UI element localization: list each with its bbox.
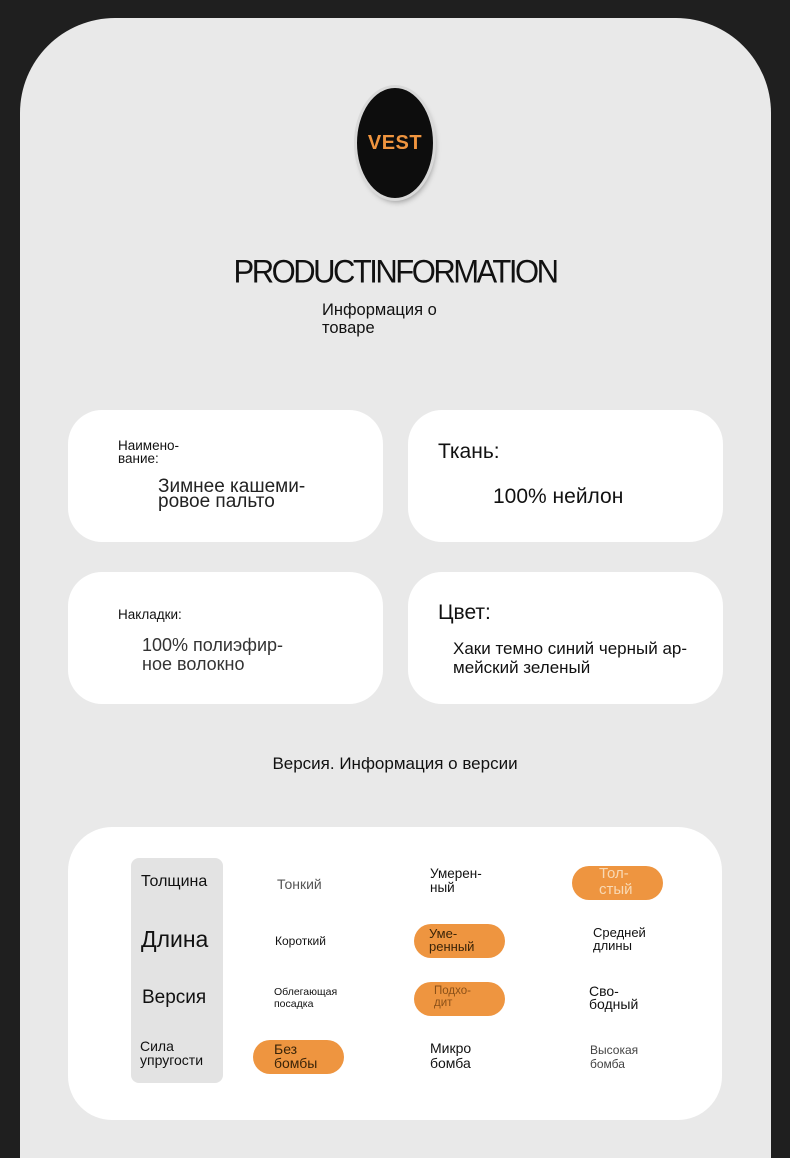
vest-badge [357, 88, 433, 198]
color-value: Хаки темно синий черный ар- мейский зеленый [453, 639, 688, 677]
page-subtitle: Информация о товаре [322, 301, 437, 337]
option-moderate-length-label: Уме- ренный [429, 926, 475, 954]
option-thin[interactable]: Тонкий [277, 876, 322, 892]
option-slim-fit[interactable]: Облегающая посадка [274, 986, 338, 1010]
option-high-stretch[interactable]: Высокая бомба [590, 1043, 639, 1071]
option-thick-label: Тол- стый [599, 865, 633, 898]
fabric-card [408, 410, 723, 542]
color-card [408, 572, 723, 704]
badge-text: VEST [367, 131, 423, 154]
fabric-label: Ткань: [438, 440, 500, 463]
fabric-value: 100% нейлон [493, 485, 624, 508]
version-section-title: Версия. Информация о версии [272, 754, 518, 773]
option-regular-fit-label: Подхо- дит [434, 985, 471, 1009]
row-header-elasticity: Сила упругости [140, 1038, 204, 1068]
lining-value: 100% полиэфир- ное волокно [142, 635, 284, 674]
lining-label: Накладки: [118, 607, 182, 622]
name-value: Зимнее кашеми- ровое пальто [158, 476, 306, 512]
option-short[interactable]: Короткий [275, 934, 326, 948]
option-moderate-thickness[interactable]: Умерен- ный [430, 866, 482, 895]
option-micro-stretch[interactable]: Микро бомба [430, 1040, 472, 1071]
name-label: Наимено- вание: [118, 438, 180, 466]
color-label: Цвет: [438, 601, 491, 624]
option-loose-fit[interactable]: Сво- бодный [589, 983, 639, 1012]
page-title: PRODUCTINFORMATION [233, 253, 557, 290]
row-header-version: Версия [142, 987, 207, 1008]
row-header-length: Длина [141, 926, 209, 952]
row-header-thickness: Толщина [141, 873, 208, 890]
option-medium-length[interactable]: Средней длины [593, 925, 646, 953]
option-no-stretch-label: Без бомбы [274, 1041, 318, 1071]
